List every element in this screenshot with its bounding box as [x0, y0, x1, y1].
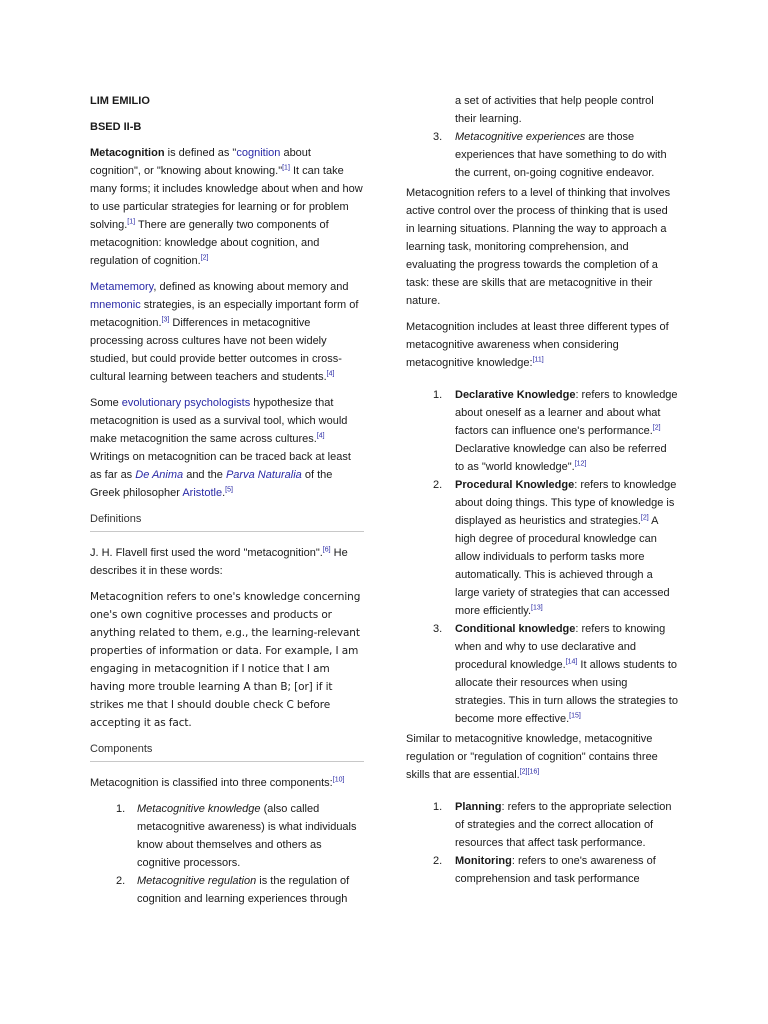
ref-link[interactable]: [12]: [574, 460, 587, 468]
ref-link[interactable]: [4]: [326, 370, 335, 378]
components-intro: Metacognition is classified into three components:[10]: [90, 776, 345, 789]
link-metamemory[interactable]: Metamemory: [90, 281, 154, 293]
components-list-continued: [406, 128, 678, 182]
link-evolutionary-psychologists[interactable]: evolutionary psychologists: [121, 397, 251, 409]
ref-link[interactable]: [1]: [282, 164, 290, 172]
regulation-intro: Similar to metacognitive knowledge, metacognitive regulation or "regulation of cognition" contains three skills that are essential.[2][16]: [406, 733, 658, 781]
right-column: [406, 92, 678, 888]
link-cognition[interactable]: cognition: [236, 147, 281, 159]
list-item: 2. Procedural Knowledge: refers to knowledge about doing things. This type of knowledge is displayed as heuristics and strategies.[2] A high degree of procedural knowledge can allow individuals to perform tasks more automatically. This is achieved through a large variety of strategies that can accessed more efficiently.[13]: [433, 479, 677, 617]
thinking-paragraph: Metacognition refers to a level of thinking that involves active control over the process of thinking that is used in learning situations. Planning the way to approach a learning task, monitoring comprehension, and evaluating the progress towards the completion of a task: these are skills that are metacognitive in their nature.: [406, 187, 671, 307]
author-name: LIM EMILIO: [90, 95, 150, 107]
ref-link[interactable]: [6]: [322, 546, 331, 554]
ref-link[interactable]: [10]: [332, 776, 345, 784]
list-item: 3. Conditional knowledge: refers to knowing when and why to use declarative and procedural knowledge.[14] It allows students to allocate their resources when using strategies. This in turn allows the strategies to become more effective.[15]: [433, 623, 678, 725]
left-column: [90, 92, 364, 908]
link-parva-naturalia[interactable]: Parva Naturalia: [225, 469, 302, 481]
list-continuation: a set of activities that help people control their learning.: [455, 95, 654, 125]
ref-link[interactable]: [2]: [519, 768, 528, 776]
link-mnemonic[interactable]: mnemonic: [90, 299, 141, 311]
ref-link[interactable]: [4]: [316, 432, 325, 440]
definitions-heading: Definitions: [90, 510, 364, 532]
components-list: [90, 800, 364, 908]
class-section: BSED II-B: [90, 121, 142, 133]
ref-link[interactable]: [2]: [200, 254, 209, 262]
regulation-skills-list: [406, 798, 678, 888]
intro-paragraph: Metacognition is defined as "cognition about cognition", or "knowing about knowing."[1] It can take many forms; it includes knowledge about when and how to use particular strategies for learning or for problem solving.[1] There are generally two components of metacognition: knowledge about cognition, and regulation of cognition.[2]: [90, 147, 363, 267]
knowledge-types-list: [406, 386, 678, 728]
ref-link[interactable]: [13]: [531, 604, 543, 612]
ref-link[interactable]: [16]: [527, 768, 540, 776]
ref-link[interactable]: [14]: [565, 658, 578, 666]
flavell-quote: Metacognition refers to one's knowledge concerning one's own cognitive processes and products or anything related to them, e.g., the learning-relevant properties of information or data. For example, I am engaging in metacognition if I notice that I am having more trouble learning A than B; [or] if it strikes me that I should double check C before accepting it as fact.: [90, 591, 361, 729]
term-metacognition: Metacognition: [90, 147, 165, 159]
ref-link[interactable]: [5]: [225, 486, 233, 494]
ref-link[interactable]: [1]: [127, 218, 136, 226]
list-item: 1. Metacognitive knowledge (also called metacognitive awareness) is what individuals know about themselves and others as cognitive processors.: [116, 803, 357, 869]
ref-link[interactable]: [15]: [569, 712, 581, 720]
list-item: 2. Monitoring: refers to one's awareness of comprehension and task performance: [433, 855, 656, 885]
ref-link[interactable]: [2]: [640, 514, 649, 522]
components-heading: Components: [90, 740, 364, 762]
evolution-paragraph: Some evolutionary psychologists hypothesize that metacognition is used as a survival tool, which would make metacognition the same across cultures.[4] Writings on metacognition can be traced back at least as far as De Anima and the Parva Naturalia of the Greek philosopher Aristotle.[5]: [90, 397, 351, 499]
ref-link[interactable]: [2]: [652, 424, 661, 432]
types-intro: Metacognition includes at least three different types of metacognitive awareness when considering metacognitive knowledge:[11]: [406, 321, 669, 369]
link-de-anima[interactable]: De Anima: [135, 469, 184, 481]
flavell-paragraph: J. H. Flavell first used the word "metacognition".[6] He describes it in these words:: [90, 546, 348, 577]
ref-link[interactable]: [3]: [161, 316, 170, 324]
metamemory-paragraph: Metamemory, defined as knowing about memory and mnemonic strategies, is an especially important form of metacognition.[3] Differences in metacognitive processing across cultures have not been widely studied, but could provide better outcomes in cross-cultural learning between teachers and students.[4]: [90, 281, 359, 383]
list-item: 2. Metacognitive regulation is the regulation of cognition and learning experiences through: [116, 875, 350, 905]
list-item: 3. Metacognitive experiences are those experiences that have something to do with the current, on-going cognitive endeavor.: [433, 131, 667, 179]
list-item: 1. Declarative Knowledge: refers to knowledge about oneself as a learner and about what factors can influence one's performance.[2] Declarative knowledge can also be referred to as "world knowledge".[12]: [433, 389, 678, 473]
ref-link[interactable]: [11]: [532, 356, 544, 364]
link-aristotle[interactable]: Aristotle: [182, 487, 223, 499]
list-item: 1. Planning: refers to the appropriate selection of strategies and the correct allocation of resources that affect task performance.: [433, 801, 672, 849]
